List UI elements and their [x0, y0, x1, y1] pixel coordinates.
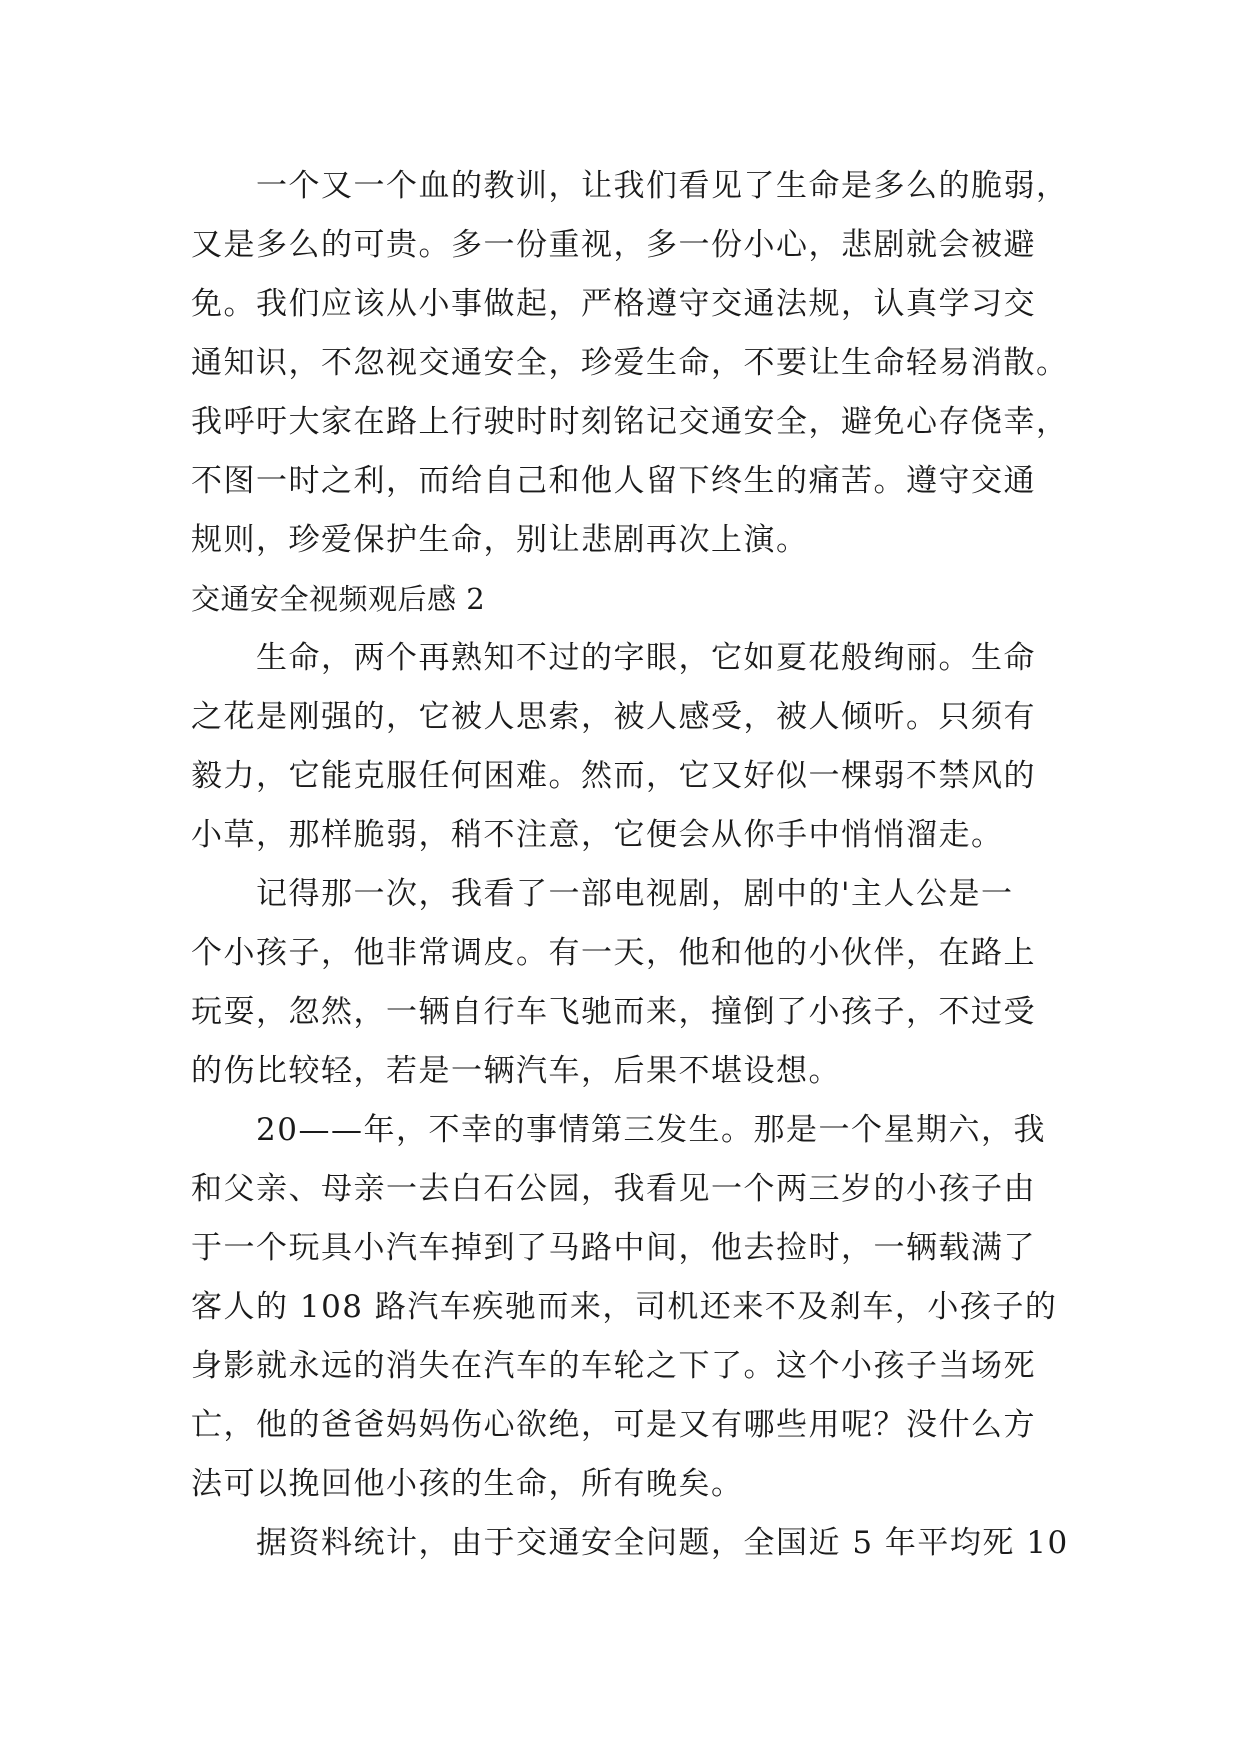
- text-line: 客人的 108 路汽车疾驰而来，司机还来不及刹车，小孩子的: [191, 1289, 1058, 1325]
- text-line: 和父亲、母亲一去白石公园，我看见一个两三岁的小孩子由: [191, 1171, 1036, 1207]
- text-line: 一个又一个血的教训，让我们看见了生命是多么的脆弱，: [191, 168, 1069, 204]
- text-line: 玩耍，忽然，一辆自行车飞驰而来，撞倒了小孩子，不过受: [191, 994, 1036, 1030]
- text-line: 通知识，不忽视交通安全，珍爱生命，不要让生命轻易消散。: [191, 345, 1069, 381]
- text-line: 个小孩子，他非常调皮。有一天，他和他的小伙伴，在路上: [191, 935, 1036, 971]
- text-line: 又是多么的可贵。多一份重视，多一份小心，悲剧就会被避: [191, 227, 1036, 263]
- text-line: 的伤比较轻，若是一辆汽车，后果不堪设想。: [191, 1053, 841, 1089]
- text-line: 我呼吁大家在路上行驶时时刻铭记交通安全，避免心存侥幸，: [191, 404, 1069, 440]
- text-line: 之花是刚强的，它被人思索，被人感受，被人倾听。只须有: [191, 699, 1036, 735]
- text-line: 记得那一次，我看了一部电视剧，剧中的'主人公是一: [191, 876, 1014, 912]
- text-line: 不图一时之利，而给自己和他人留下终生的痛苦。遵守交通: [191, 463, 1036, 499]
- text-line: 生命，两个再熟知不过的字眼，它如夏花般绚丽。生命: [191, 640, 1036, 676]
- text-line: 20——年，不幸的事情第三发生。那是一个星期六，我: [191, 1112, 1046, 1148]
- section-heading: 交通安全视频观后感 2: [191, 582, 486, 616]
- text-line: 毅力，它能克服任何困难。然而，它又好似一棵弱不禁风的: [191, 758, 1036, 794]
- text-line: 据资料统计，由于交通安全问题，全国近 5 年平均死 10: [191, 1525, 1069, 1561]
- text-line: 规则，珍爱保护生命，别让悲剧再次上演。: [191, 522, 809, 558]
- document-body: [191, 157, 1069, 1573]
- text-line: 于一个玩具小汽车掉到了马路中间，他去捡时，一辆载满了: [191, 1230, 1036, 1266]
- text-line: 免。我们应该从小事做起，严格遵守交通法规，认真学习交: [191, 286, 1036, 322]
- text-line: 身影就永远的消失在汽车的车轮之下了。这个小孩子当场死: [191, 1348, 1036, 1384]
- text-line: 小草，那样脆弱，稍不注意，它便会从你手中悄悄溜走。: [191, 817, 1004, 853]
- text-line: 亡，他的爸爸妈妈伤心欲绝，可是又有哪些用呢？没什么方: [191, 1407, 1036, 1443]
- text-line: 法可以挽回他小孩的生命，所有晚矣。: [191, 1466, 744, 1502]
